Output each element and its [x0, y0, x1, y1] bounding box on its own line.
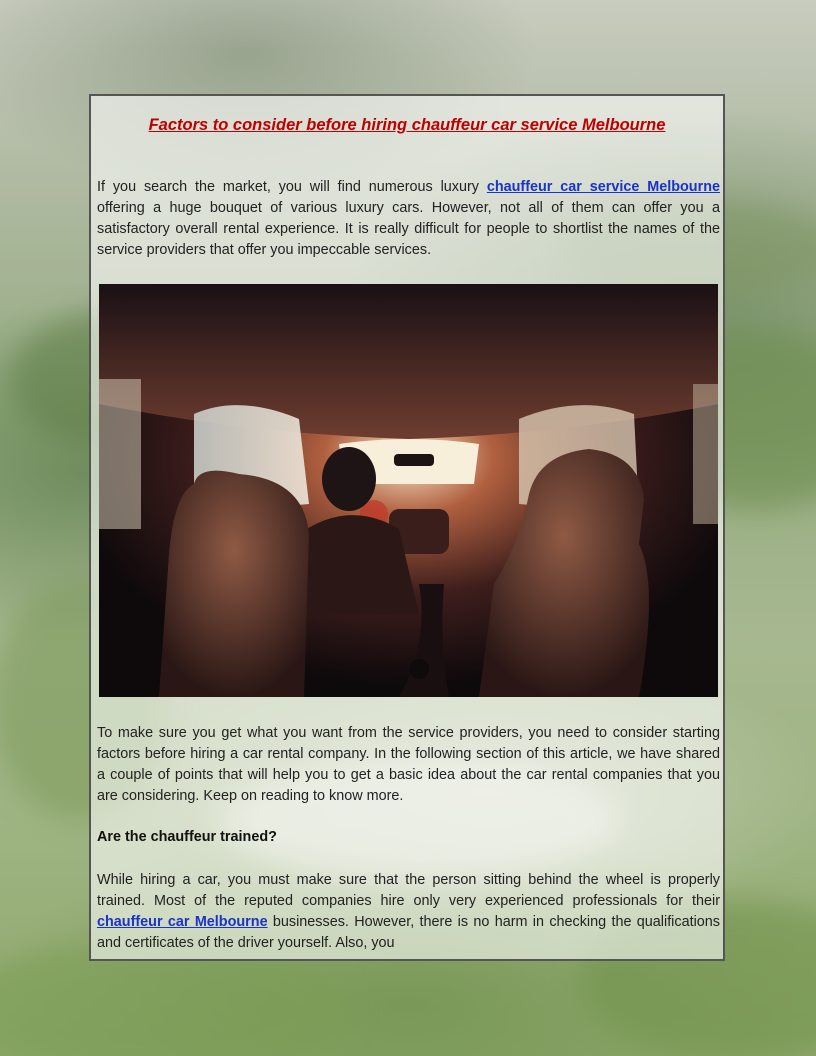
training-text-after: businesses. However, there is no harm in checking the qualifications and certificates of the driver yourself. Also, you: [97, 914, 720, 951]
intro-text-after: offering a huge bouquet of various luxury cars. However, not all of them can offer you a satisfactory overall rental experience. It is really difficult for people to shortlist the names of the service providers that offer you impeccable services.: [97, 200, 720, 258]
heading-chauffeur-trained: Are the chauffeur trained?: [97, 829, 277, 845]
chauffeur-car-service-link[interactable]: chauffeur car service Melbourne: [486, 179, 720, 195]
car-interior-photo: [99, 284, 718, 697]
training-text-before: While hiring a car, you must make sure that the person sitting behind the wheel is properly trained. Most of the reputed companies hire only very experienced professionals for their: [97, 872, 720, 909]
paragraph-factors: To make sure you get what you want from the service providers, you need to consider starting factors before hiring a car rental company. In the following section of this article, we have shared a couple of points that will help you to get a basic idea about the car rental companies that you are considering. Keep on reading to know more.: [97, 725, 720, 804]
intro-text-before: If you search the market, you will find numerous luxury: [97, 179, 487, 195]
document-frame: [89, 94, 725, 961]
paragraph-training: [97, 870, 720, 954]
chauffeur-car-melbourne-link[interactable]: chauffeur car Melbourne: [97, 914, 268, 930]
document-title: Factors to consider before hiring chauffeur car service Melbourne: [148, 116, 666, 134]
intro-paragraph: [97, 177, 720, 261]
